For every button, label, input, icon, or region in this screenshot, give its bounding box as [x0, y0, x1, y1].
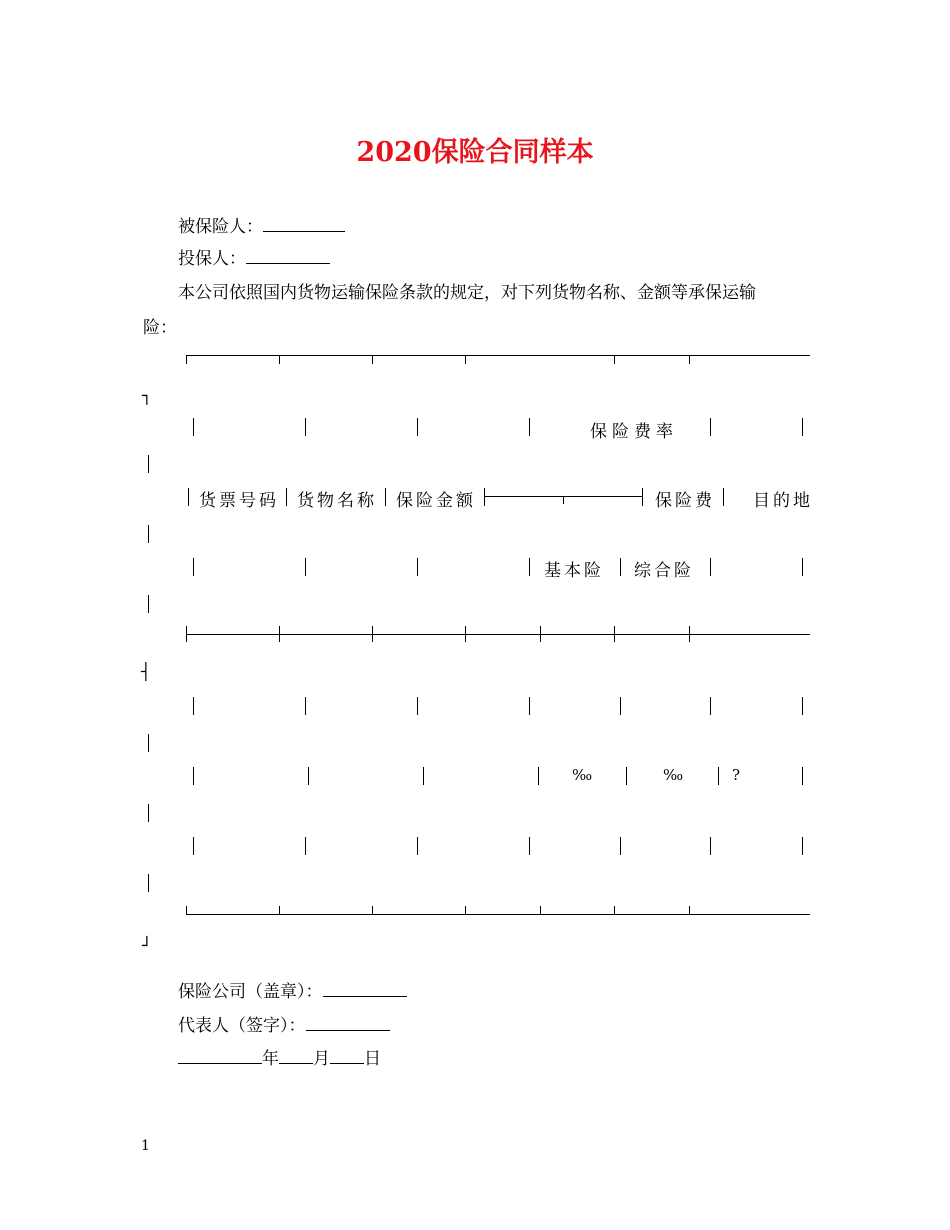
table-tick	[279, 906, 280, 915]
table-bar	[148, 734, 149, 752]
table-tick	[186, 355, 187, 364]
table-bar	[193, 558, 194, 576]
header-insured-amount: 保险金额	[396, 491, 476, 511]
table-bar	[423, 767, 424, 785]
table-tick	[372, 626, 373, 642]
table-tick	[372, 355, 373, 364]
document-title: 2020保险合同样本	[356, 137, 594, 168]
table-bar	[193, 697, 194, 715]
table-bar	[802, 418, 803, 436]
intro-text: 本公司依照国内货物运输保险条款的规定，对下列货物名称、金额等承保运输	[178, 283, 756, 303]
table-bar	[620, 558, 621, 576]
table-tick	[689, 355, 690, 364]
table-tick	[279, 626, 280, 642]
table-bar	[417, 837, 418, 855]
table-bar	[193, 767, 194, 785]
table-bar	[305, 697, 306, 715]
table-tick	[563, 496, 564, 504]
header-destination: 目的地	[753, 491, 813, 511]
table-bar	[802, 837, 803, 855]
table-tick	[614, 626, 615, 642]
day-label: 日	[364, 1049, 381, 1069]
table-bar	[620, 837, 621, 855]
table-tick	[614, 906, 615, 915]
table-bar	[305, 418, 306, 436]
table-tick	[279, 355, 280, 364]
table-bar	[193, 418, 194, 436]
table-bar	[148, 874, 149, 892]
table-bar	[417, 697, 418, 715]
header-rate: 保险费率	[590, 422, 678, 442]
table-bar	[484, 488, 485, 506]
table-bar	[417, 418, 418, 436]
table-corner-bottom-right: ┘	[142, 936, 152, 955]
table-bar	[148, 455, 149, 473]
representative-line	[178, 1011, 390, 1036]
table-bar	[718, 767, 719, 785]
table-bar	[529, 558, 530, 576]
table-bar	[417, 558, 418, 576]
table-bar	[305, 558, 306, 576]
table-bar	[193, 837, 194, 855]
table-bar	[802, 767, 803, 785]
table-bar	[529, 418, 530, 436]
insured-label: 被保险人：	[178, 217, 263, 237]
table-bar	[529, 837, 530, 855]
table-bar	[529, 697, 530, 715]
company-seal-line	[178, 977, 407, 1002]
header-invoice-no: 货票号码	[199, 491, 279, 511]
table-bar	[710, 418, 711, 436]
comprehensive-rate-value: ‰	[663, 766, 687, 784]
header-comprehensive-rate: 综合险	[634, 561, 694, 581]
month-label: 月	[313, 1049, 330, 1069]
table-tick	[465, 355, 466, 364]
premium-value: ?	[732, 766, 744, 784]
day-blank[interactable]	[330, 1047, 364, 1064]
table-tick	[186, 906, 187, 915]
table-bar	[710, 837, 711, 855]
table-bar	[802, 558, 803, 576]
intro-text-continued: 险：	[143, 318, 177, 338]
insured-line	[178, 212, 345, 237]
table-bar	[626, 767, 627, 785]
table-tick	[186, 626, 187, 642]
header-goods-name: 货物名称	[297, 491, 377, 511]
table-tick	[689, 626, 690, 642]
table-tick	[372, 906, 373, 915]
table-bar	[385, 488, 386, 506]
applicant-blank[interactable]	[246, 247, 330, 264]
year-blank[interactable]	[178, 1047, 262, 1064]
table-bar	[802, 697, 803, 715]
table-bar	[305, 837, 306, 855]
table-bar	[188, 488, 189, 506]
date-line	[178, 1044, 381, 1069]
applicant-line	[178, 244, 330, 269]
table-bar	[148, 525, 149, 543]
table-bar	[148, 595, 149, 613]
table-tick	[465, 906, 466, 915]
table-tick	[465, 626, 466, 642]
table-bar	[642, 488, 643, 506]
table-bar	[710, 697, 711, 715]
company-seal-blank[interactable]	[323, 980, 407, 997]
basic-rate-value: ‰	[572, 766, 596, 784]
table-corner-top-right: ┐	[142, 386, 152, 405]
table-corner-right-tee: ┤	[141, 662, 151, 681]
table-tick	[540, 626, 541, 642]
table-bar	[723, 488, 724, 506]
year-label: 年	[262, 1049, 279, 1069]
representative-blank[interactable]	[306, 1014, 390, 1031]
company-seal-label: 保险公司（盖章）：	[178, 982, 323, 1002]
table-bar	[538, 767, 539, 785]
month-blank[interactable]	[279, 1047, 313, 1064]
representative-label: 代表人（签字）：	[178, 1016, 306, 1036]
applicant-label: 投保人：	[178, 249, 246, 269]
table-bar	[710, 558, 711, 576]
table-tick	[689, 906, 690, 915]
table-bar	[148, 804, 149, 822]
table-tick	[540, 906, 541, 915]
table-tick	[614, 355, 615, 364]
insured-blank[interactable]	[263, 215, 345, 232]
header-premium: 保险费	[655, 491, 715, 511]
header-basic-rate: 基本险	[544, 561, 604, 581]
table-bar	[286, 488, 287, 506]
table-bar	[308, 767, 309, 785]
page-number: 1	[141, 1138, 150, 1154]
table-bar	[620, 697, 621, 715]
